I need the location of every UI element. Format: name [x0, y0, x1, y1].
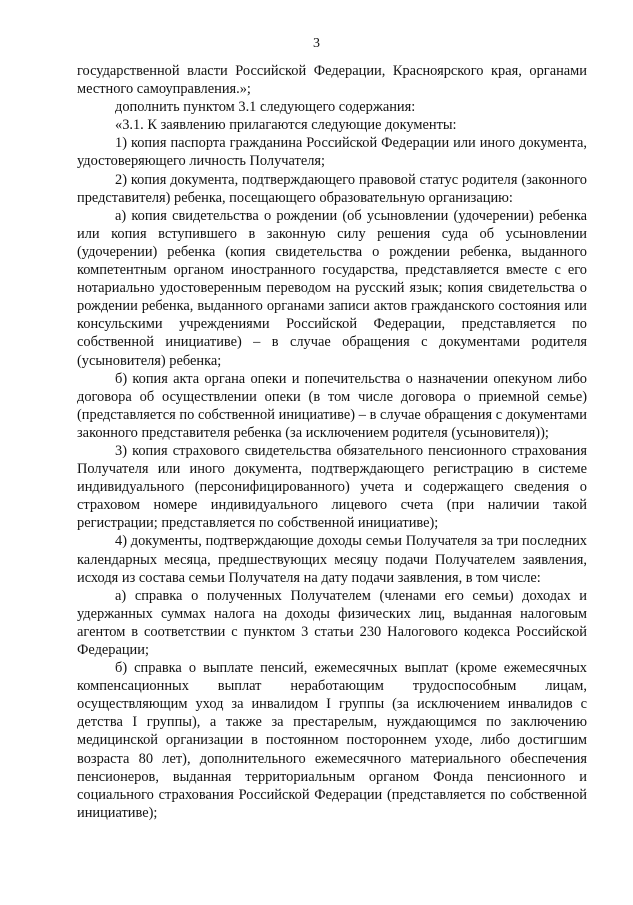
paragraph: б) справка о выплате пенсий, ежемесячных выплат (кроме ежемесячных компенсационных выплат неработающим трудоспособным лицам, осуществляющим уход за инвалидом I группы (за исключением инвалидов с детства I группы), а также за престарелым, нуждающимся по заключению медицинской организации в постоянном постороннем уходе, либо достигшим возраста 80 лет), дополнительного ежемесячного материального обеспечения пенсионеров, выданная территориальным органом Фонда пенсионного и социального страхования Российской Федерации (представляется по собственной инициативе); [77, 660, 587, 821]
paragraph: 1) копия паспорта гражданина Российской Федерации или иного документа, удостоверяющего личность Получателя; [77, 135, 587, 170]
paragraph: 3) копия страхового свидетельства обязательного пенсионного страхования Получателя или иного документа, подтверждающего регистрацию в системе индивидуального (персонифицированного) учета и содержащего сведения о страховом номере индивидуального лицевого счета (при наличии такой регистрации; представляется по собственной инициативе); [77, 442, 587, 532]
paragraph: а) копия свидетельства о рождении (об усыновлении (удочерении) ребенка или копия вступившего в законную силу решения суда об усыновлении (удочерении) ребенка (копия свидетельства о рождении ребенка, выданного компетентным органом иностранного государства, представляется вместе с его нотариально удостоверенным переводом на русский язык; копия свидетельства о рождении ребенка, выданного органами записи актов гражданского состояния или консульскими учреждениями Российской Федерации, представляется по собственной инициативе) – в случае обращения с документами родителя (усыновителя) ребенка; [77, 207, 587, 369]
paragraph: «3.1. К заявлению прилагаются следующие документы: [115, 117, 457, 134]
paragraph: б) копия акта органа опеки и попечительства о назначении опекуном либо договора об осуществлении опеки (в том числе договора о приемной семье) (представляется по собственной инициативе) – в случае обращения с документами законного представителя ребенка (за исключением родителя (усыновителя)); [77, 370, 587, 441]
paragraph: дополнить пунктом 3.1 следующего содержания: [115, 99, 416, 116]
paragraph: 4) документы, подтверждающие доходы семьи Получателя за три последних календарных месяца, предшествующих месяцу подачи Получателем заявления, исходя из состава семьи Получателя на дату подачи заявления, в том числе: [77, 533, 587, 586]
paragraph: государственной власти Российской Федерации, Красноярского края, органами местного самоуправления.»; [77, 63, 587, 98]
page-number: 3 [313, 36, 320, 51]
paragraph: 2) копия документа, подтверждающего правовой статус родителя (законного представителя) ребенка, посещающего образовательную организацию: [77, 171, 587, 206]
document-body [77, 62, 587, 822]
paragraph: а) справка о полученных Получателем (членами его семьи) доходах и удержанных суммах налога на доходы физических лиц, выданная налоговым агентом в соответствии с пунктом 3 статьи 230 Налогового кодекса Российской Федерации; [77, 587, 587, 658]
